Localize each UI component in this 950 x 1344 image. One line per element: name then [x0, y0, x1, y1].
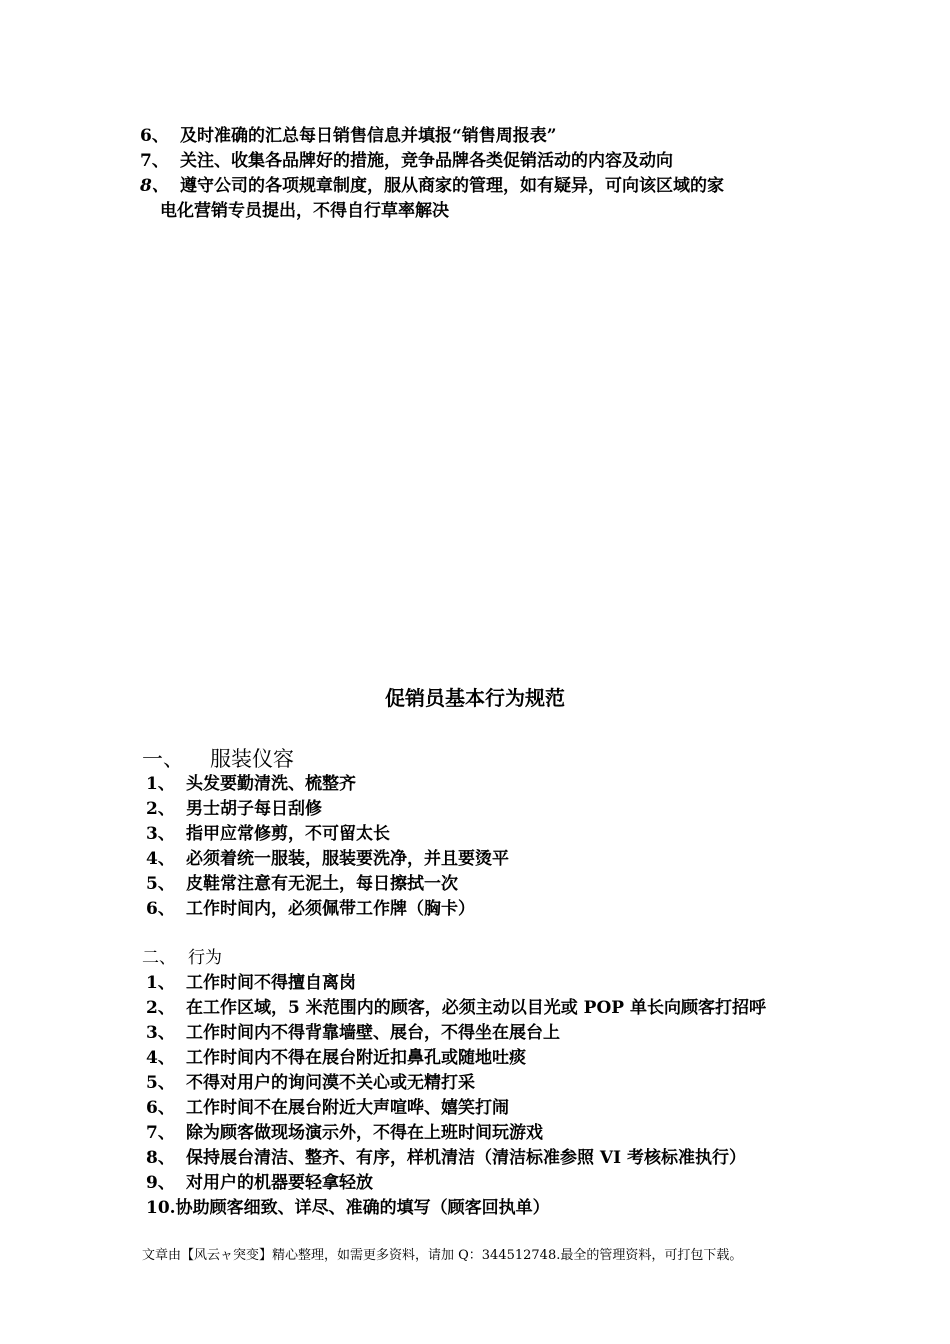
list-number: 2、: [146, 799, 175, 819]
list-text: 不得对用户的询问漠不关心或无精打采: [186, 1073, 475, 1093]
list-item: [140, 124, 557, 148]
list-item: 10.协助顾客细致、详尽、准确的填写（顾客回执单）: [146, 1198, 550, 1218]
list-number: 6、: [146, 899, 175, 919]
list-number: 6、: [140, 126, 169, 146]
list-item: [146, 1046, 526, 1070]
list-number: 6、: [146, 1098, 175, 1118]
list-text: 工作时间内，必须佩带工作牌（胸卡）: [186, 899, 475, 919]
footer-note: 文章由【风云ャ突变】精心整理，如需更多资料，请加 Q：344512748.最全的管理资料，可打包下载。: [142, 1248, 743, 1263]
list-item: [146, 996, 766, 1020]
list-item: [146, 1096, 509, 1120]
list-text: 对用户的机器要轻拿轻放: [186, 1173, 373, 1193]
list-item: [140, 149, 673, 173]
list-number: 8、: [146, 1148, 175, 1168]
list-item: [146, 1021, 560, 1045]
list-text: 遵守公司的各项规章制度，服从商家的管理，如有疑异，可向该区域的家: [180, 176, 724, 196]
list-number: 4、: [146, 1048, 175, 1068]
list-item: [140, 174, 724, 198]
list-number: 4、: [146, 849, 175, 869]
list-number: 7、: [140, 151, 169, 171]
list-item: [146, 1121, 543, 1145]
section-title: 服装仪容: [210, 747, 294, 771]
list-text: 男士胡子每日刮修: [186, 799, 322, 819]
list-item: [146, 1071, 475, 1095]
list-text: 在工作区域，5 米范围内的顾客，必须主动以目光或 POP 单长向顾客打招呼: [186, 998, 766, 1018]
list-text: 保持展台清洁、整齐、有序，样机清洁（清洁标准参照 VI 考核标准执行）: [186, 1148, 746, 1168]
section-title: 行为: [188, 948, 222, 968]
list-number: 3、: [146, 1023, 175, 1043]
list-item: [146, 1171, 373, 1195]
list-text: 头发要勤清洗、梳整齐: [186, 774, 356, 794]
list-item: [146, 772, 356, 796]
list-number: 3、: [146, 824, 175, 844]
list-item-continuation: 电化营销专员提出，不得自行草率解决: [160, 201, 449, 221]
list-text: 指甲应常修剪，不可留太长: [186, 824, 390, 844]
list-text: 关注、收集各品牌好的措施，竞争品牌各类促销活动的内容及动向: [180, 151, 673, 171]
list-text: 工作时间内不得背靠墙壁、展台，不得坐在展台上: [186, 1023, 560, 1043]
section-number: 二、: [142, 948, 176, 968]
list-item: [146, 897, 475, 921]
list-number: 9、: [146, 1173, 175, 1193]
list-number: 5、: [146, 874, 175, 894]
list-item: [146, 971, 356, 995]
section-heading: [142, 744, 294, 774]
list-text: 及时准确的汇总每日销售信息并填报“销售周报表”: [180, 126, 557, 146]
list-text: 工作时间不得擅自离岗: [186, 973, 356, 993]
list-number: 8、: [140, 176, 169, 196]
section-heading: [142, 946, 222, 970]
list-item: [146, 797, 322, 821]
list-text: 皮鞋常注意有无泥土，每日擦拭一次: [186, 874, 458, 894]
list-item: [146, 822, 390, 846]
list-number: 1、: [146, 774, 175, 794]
list-text: 工作时间不在展台附近大声喧哗、嬉笑打闹: [186, 1098, 509, 1118]
list-text: 除为顾客做现场演示外，不得在上班时间玩游戏: [186, 1123, 543, 1143]
list-item: [146, 872, 458, 896]
list-number: 5、: [146, 1073, 175, 1093]
section-number: 一、: [142, 747, 184, 771]
list-number: 7、: [146, 1123, 175, 1143]
list-text: 必须着统一服装，服装要洗净，并且要烫平: [186, 849, 509, 869]
list-item: [146, 847, 509, 871]
list-number: 1、: [146, 973, 175, 993]
list-number: 2、: [146, 998, 175, 1018]
list-text: 工作时间内不得在展台附近扣鼻孔或随地吐痰: [186, 1048, 526, 1068]
list-item: [146, 1146, 746, 1170]
page-title: 促销员基本行为规范: [385, 686, 565, 710]
